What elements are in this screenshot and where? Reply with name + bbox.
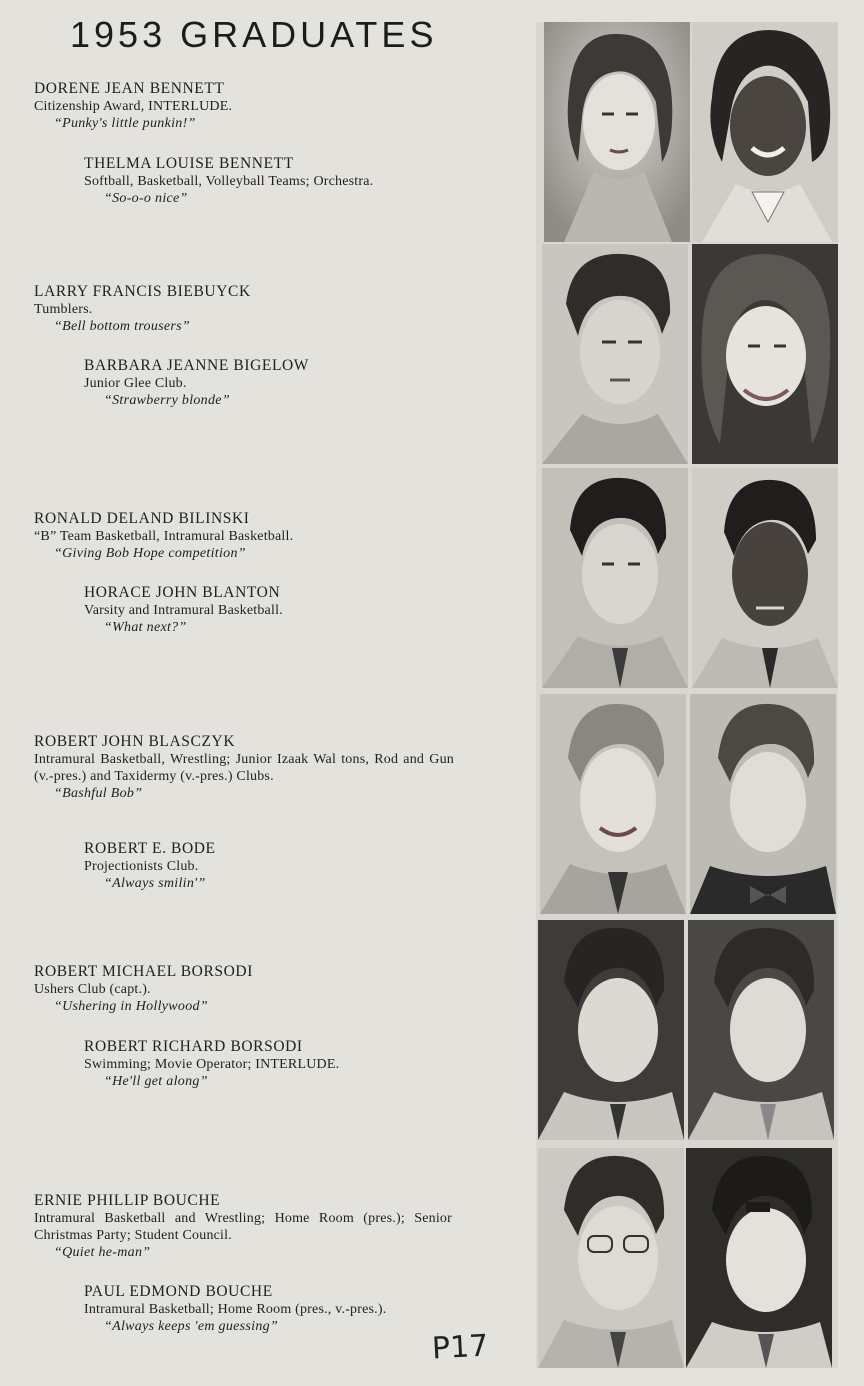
- graduate-entry: [34, 733, 454, 802]
- graduate-quote: “ What next? ”: [84, 619, 484, 636]
- graduate-name: BARBARA JEANNE BIGELOW: [84, 357, 310, 374]
- graduate-name: PAUL EDMOND BOUCHE: [84, 1283, 273, 1300]
- handwritten-page-number: P17: [431, 1328, 490, 1367]
- graduate-quote: “ So-o-o nice ”: [84, 190, 484, 207]
- portrait-photo: [540, 694, 686, 914]
- portrait-photo: [688, 920, 834, 1140]
- graduate-quote: “ Bashful Bob ”: [34, 785, 454, 802]
- graduate-activities: Tumblers.: [34, 302, 93, 317]
- graduate-activities: Intramural Basketball; Home Room (pres., v.-pres.).: [84, 1302, 387, 1317]
- portrait-photo: [692, 244, 838, 464]
- graduate-entry: [34, 963, 474, 1015]
- graduate-name: ROBERT MICHAEL BORSODI: [34, 963, 253, 980]
- graduate-entry: [84, 1038, 484, 1090]
- portrait-photo: [542, 244, 688, 464]
- graduate-entry: [34, 1192, 452, 1261]
- graduate-name: DORENE JEAN BENNETT: [34, 80, 225, 97]
- graduate-activities: “B” Team Basketball, Intramural Basketball.: [34, 529, 294, 544]
- graduate-name: ROBERT E. BODE: [84, 840, 216, 857]
- graduate-activities: Intramural Basketball and Wrestling; Home Room (pres.); Senior Christmas Party; Student Council.: [34, 1211, 452, 1243]
- graduate-entry: [84, 840, 484, 892]
- portrait-photo: [690, 694, 836, 914]
- graduate-activities: Ushers Club (capt.).: [34, 982, 151, 997]
- graduate-quote: “ Always smilin' ”: [84, 875, 484, 892]
- portrait-photo: [538, 920, 684, 1140]
- graduate-name: ROBERT RICHARD BORSODI: [84, 1038, 303, 1055]
- graduate-name: LARRY FRANCIS BIEBUYCK: [34, 283, 251, 300]
- graduate-quote: “ Punky's little punkin! ”: [34, 115, 474, 132]
- portrait-photo: [686, 1148, 832, 1368]
- page-title: 1953 GRADUATES: [70, 14, 438, 55]
- graduate-name: RONALD DELAND BILINSKI: [34, 510, 250, 527]
- graduate-activities: Citizenship Award, INTERLUDE.: [34, 99, 233, 114]
- graduate-entry: [84, 357, 484, 409]
- graduate-entry: [34, 80, 474, 132]
- graduate-entry: [84, 584, 484, 636]
- graduate-quote: “ Ushering in Hollywood ”: [34, 998, 474, 1015]
- graduate-name: ROBERT JOHN BLASCZYK: [34, 733, 236, 750]
- graduate-entry: [34, 283, 474, 335]
- portrait-photo: [538, 1148, 684, 1368]
- graduate-quote: “ Bell bottom trousers ”: [34, 318, 474, 335]
- portrait-photo: [692, 468, 838, 688]
- graduate-quote: “ Strawberry blonde ”: [84, 392, 484, 409]
- graduate-name: THELMA LOUISE BENNETT: [84, 155, 294, 172]
- portrait-photo: [542, 468, 688, 688]
- graduate-entry: [34, 510, 474, 562]
- portrait-grid: [536, 22, 838, 1368]
- graduate-name: HORACE JOHN BLANTON: [84, 584, 281, 601]
- graduate-activities: Softball, Basketball, Volleyball Teams; Orchestra.: [84, 174, 374, 189]
- graduate-quote: “ He'll get along ”: [84, 1073, 484, 1090]
- portrait-photo: [692, 22, 838, 242]
- graduate-activities: Junior Glee Club.: [84, 376, 187, 391]
- graduate-activities: Swimming; Movie Operator; INTERLUDE.: [84, 1057, 340, 1072]
- graduate-quote: “ Giving Bob Hope competition ”: [34, 545, 474, 562]
- graduate-quote: “ Always keeps 'em guessing ”: [84, 1318, 504, 1335]
- graduate-entry: [84, 155, 484, 207]
- graduate-entry: [84, 1283, 504, 1335]
- graduate-activities: Intramural Basketball, Wrestling; Junior Izaak Wal tons, Rod and Gun (v.-pres.) and Taxidermy (v.-pres.) Clubs.: [34, 752, 454, 784]
- graduate-quote: “ Quiet he-man ”: [34, 1244, 452, 1261]
- graduate-activities: Projectionists Club.: [84, 859, 199, 874]
- portrait-photo: [544, 22, 690, 242]
- graduate-activities: Varsity and Intramural Basketball.: [84, 603, 283, 618]
- graduate-name: ERNIE PHILLIP BOUCHE: [34, 1192, 221, 1209]
